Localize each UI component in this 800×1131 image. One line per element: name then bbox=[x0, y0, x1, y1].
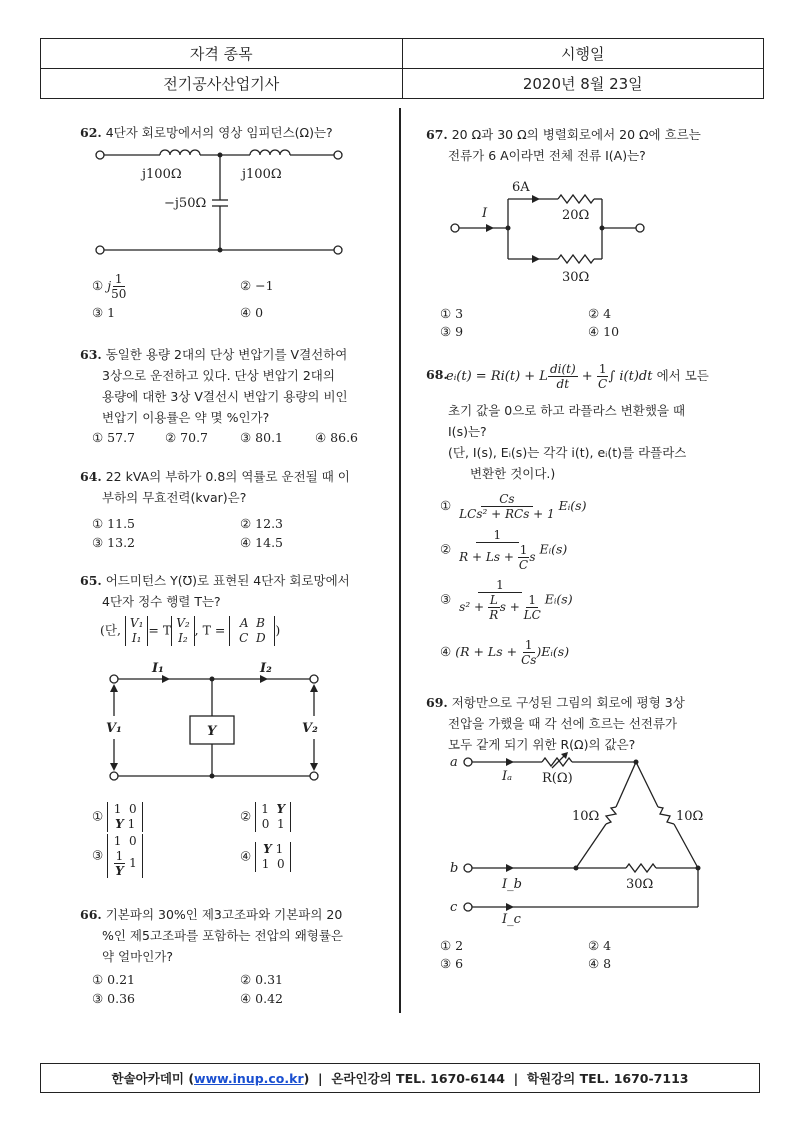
q68-option-4[interactable]: ④ (R + Ls + $\frac{1}{Cs}$ )Eᵢ(s) bbox=[440, 638, 570, 667]
q66-option-2[interactable]: ② 0.31 bbox=[240, 972, 284, 987]
q65-condition: (단, V₁ I₁= T V₂ I₂, T = A B C D) bbox=[100, 616, 281, 645]
q63-option-4[interactable]: ④ 86.6 bbox=[315, 430, 359, 445]
exam-header-table bbox=[40, 38, 764, 99]
q62-option-1[interactable]: ① j $\frac{1}{50}$ bbox=[92, 272, 127, 301]
label-i1: I₁ bbox=[152, 661, 164, 676]
q64-option-2[interactable]: ② 12.3 bbox=[240, 516, 284, 531]
question-text: 4단자 회로망에서의 영상 임피던스(Ω)는? bbox=[105, 125, 333, 140]
circuit-65 bbox=[104, 661, 334, 784]
q68-option-1[interactable]: ① $\frac{Cs}{\text{LCs² + RCs + 1}}$ Eᵢ(s) bbox=[440, 492, 587, 521]
q63-option-3[interactable]: ③ 80.1 bbox=[240, 430, 284, 445]
question-number: 62. bbox=[80, 125, 102, 140]
q68-equation: eᵢ(t) = Ri(t) + L $\frac{di(t)}{dt}$ + $\frac{1}{C}$ ∫ i(t)dt 에서 모든 bbox=[446, 362, 709, 391]
question-67: 67. 20 Ω과 30 Ω의 병렬회로에서 20 Ω에 흐르는 전류가 6 A이라면 전체 전류 I(A)는? bbox=[426, 127, 701, 163]
q64-option-4[interactable]: ④ 14.5 bbox=[240, 535, 284, 550]
label-v1: V₁ bbox=[106, 721, 122, 736]
subject-value: 전기공사산업기사 bbox=[163, 75, 280, 93]
question-64: 64. 22 kVA의 부하가 0.8의 역률로 운전될 때 이 부하의 무효전력(kvar)은? bbox=[80, 469, 350, 505]
column-divider bbox=[399, 108, 401, 1013]
label-v2: V₂ bbox=[302, 721, 318, 736]
q65-option-2[interactable]: ② 1 Y 0 1 bbox=[240, 802, 291, 832]
label-30ohm: 30Ω bbox=[626, 877, 654, 892]
circuit-67 bbox=[450, 180, 660, 285]
q66-option-1[interactable]: ① 0.21 bbox=[92, 972, 136, 987]
label-c: −j50Ω bbox=[164, 196, 207, 211]
label-c: c bbox=[450, 900, 458, 915]
q69-option-4[interactable]: ④ 8 bbox=[588, 956, 612, 971]
label-20ohm: 20Ω bbox=[562, 208, 590, 223]
q64-option-3[interactable]: ③ 13.2 bbox=[92, 535, 136, 550]
q64-option-1[interactable]: ① 11.5 bbox=[92, 516, 136, 531]
label-ib: I_b bbox=[502, 877, 522, 892]
date-value: 2020년 8월 23일 bbox=[402, 69, 764, 98]
question-63: 63. 동일한 용량 2대의 단상 변압기를 V결선하여 3상으로 운전하고 있다. 단상 변압기 2대의 용량에 대한 3상 V결선시 변압기 용량의 비인 변압기 이용률은 약 몇 %인가? bbox=[80, 347, 348, 425]
label-10ohm-right: 10Ω bbox=[676, 809, 704, 824]
q62-option-3[interactable]: ③ 1 bbox=[92, 305, 116, 320]
q67-option-4[interactable]: ④ 10 bbox=[588, 324, 620, 339]
footer-contact: ) | 온라인강의 TEL. 1670-6144 | 학원강의 TEL. 1670-7113 bbox=[303, 1071, 689, 1086]
q68-option-2[interactable]: ② 1 R + Ls + $\frac{1}{C}$ s Eᵢ(s) bbox=[440, 528, 568, 572]
circuit-69 bbox=[448, 752, 728, 927]
question-68: 초기 값을 0으로 하고 라플라스 변환했을 때 I(s)는? (단, I(s), Eᵢ(s)는 각각 i(t), eᵢ(t)를 라플라스 변환한 것이다.) bbox=[448, 403, 687, 481]
q66-option-4[interactable]: ④ 0.42 bbox=[240, 991, 284, 1006]
footer-link[interactable]: www.inup.co.kr bbox=[194, 1070, 304, 1086]
label-30ohm: 30Ω bbox=[562, 270, 590, 285]
q62-option-4[interactable]: ④ 0 bbox=[240, 305, 264, 320]
label-r: R(Ω) bbox=[542, 771, 573, 786]
q65-option-4[interactable]: ④ Y 1 1 0 bbox=[240, 842, 291, 872]
q69-option-1[interactable]: ① 2 bbox=[440, 938, 464, 953]
q69-option-3[interactable]: ③ 6 bbox=[440, 956, 464, 971]
footer-bar bbox=[40, 1063, 760, 1093]
q65-option-3[interactable]: ③ 1 0 $\frac{1}{Y}$ 1 bbox=[92, 834, 143, 878]
subject-label: 자격 종목 bbox=[189, 45, 253, 63]
label-ic: I_c bbox=[502, 912, 521, 927]
q67-option-3[interactable]: ③ 9 bbox=[440, 324, 464, 339]
question-69: 69. 저항만으로 구성된 그림의 회로에 평형 3상 전압을 가했을 때 각 선에 흐르는 선전류가 모두 같게 되기 위한 R(Ω)의 값은? bbox=[426, 695, 685, 752]
q62-option-2[interactable]: ② −1 bbox=[240, 278, 274, 293]
label-ia: Iₐ bbox=[502, 769, 513, 784]
q66-option-3[interactable]: ③ 0.36 bbox=[92, 991, 136, 1006]
label-i: I bbox=[482, 206, 488, 221]
q67-option-1[interactable]: ① 3 bbox=[440, 306, 464, 321]
q69-option-2[interactable]: ② 4 bbox=[588, 938, 612, 953]
question-66: 66. 기본파의 30%인 제3고조파와 기본파의 20 %인 제5고조파를 포함하는 전압의 왜형률은 약 얼마인가? bbox=[80, 907, 343, 964]
label-10ohm-left: 10Ω bbox=[572, 809, 600, 824]
date-label: 시행일 bbox=[402, 39, 764, 68]
q65-option-1[interactable]: ① 1 0 Y 1 bbox=[92, 802, 143, 832]
label-6a: 6A bbox=[512, 180, 530, 195]
q63-option-1[interactable]: ① 57.7 bbox=[92, 430, 136, 445]
q63-option-2[interactable]: ② 70.7 bbox=[165, 430, 209, 445]
question-68-number: 68. bbox=[426, 367, 448, 382]
label-y: Y bbox=[207, 724, 217, 739]
q68-option-3[interactable]: ③ 1 s² + $\frac{L}{R}$ s + $\frac{1}{LC}$ Eᵢ(s) bbox=[440, 578, 573, 622]
question-65: 65. 어드미턴스 Y(℧)로 표현된 4단자 회로망에서 4단자 정수 행렬 T는? bbox=[80, 573, 350, 609]
label-b: b bbox=[450, 861, 459, 876]
label-a: a bbox=[450, 755, 458, 770]
label-l2: j100Ω bbox=[242, 167, 282, 182]
footer-brand: 한솔아카데미 ( bbox=[111, 1071, 195, 1086]
label-l1: j100Ω bbox=[142, 167, 182, 182]
q67-option-2[interactable]: ② 4 bbox=[588, 306, 612, 321]
label-i2: I₂ bbox=[260, 661, 272, 676]
circuit-62 bbox=[90, 140, 350, 260]
